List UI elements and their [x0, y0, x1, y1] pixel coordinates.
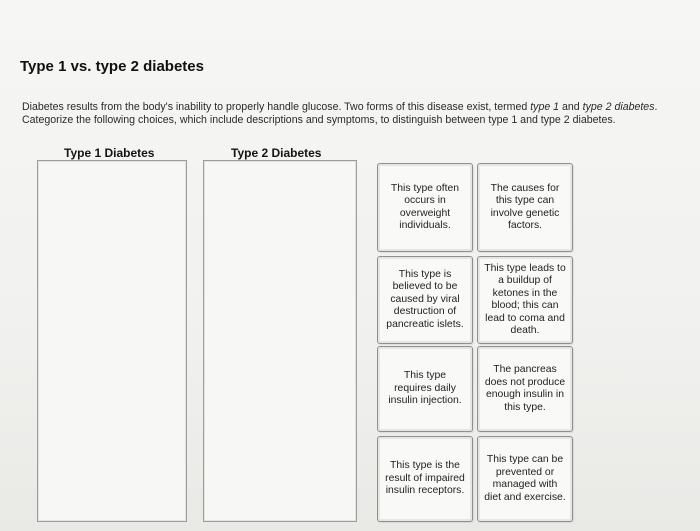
card-text: This type can be prevented or managed with diet and exercise. [484, 454, 566, 503]
page-title: Type 1 vs. type 2 diabetes [20, 58, 204, 75]
instructions-part-3: . Categorize the following choices, which include descriptions and symptoms, to distinguish between type 1 and type 2 diabetes. [22, 101, 658, 126]
card-ketones-buildup[interactable] [477, 256, 573, 344]
card-impaired-receptors[interactable] [377, 436, 473, 522]
instructions-term-type2: type 2 diabetes [582, 101, 655, 113]
card-insulin-injection[interactable] [377, 346, 473, 432]
instructions-text [22, 101, 692, 127]
card-viral-destruction[interactable] [377, 256, 473, 344]
type1-column-header: Type 1 Diabetes [64, 146, 155, 160]
instructions-part-2: and [559, 101, 583, 113]
card-genetic-factors[interactable] [477, 163, 573, 252]
instructions-part-1: Diabetes results from the body's inability to properly handle glucose. Two forms of this disease exist, termed [22, 101, 531, 113]
card-text: This type often occurs in overweight individuals. [390, 182, 460, 231]
type2-drop-zone[interactable] [203, 160, 357, 522]
card-text: This type is the result of impaired insulin receptors. [385, 460, 465, 497]
type2-column-header: Type 2 Diabetes [231, 146, 322, 160]
instructions-term-type1: type 1 [530, 101, 560, 113]
card-text: This type leads to a buildup of ketones in the blood; this can lead to coma and death. [484, 262, 566, 336]
type1-drop-zone[interactable] [37, 160, 187, 522]
card-text: This type requires daily insulin injection. [388, 370, 462, 407]
card-diet-exercise[interactable] [477, 436, 573, 522]
card-overweight-individuals[interactable] [377, 163, 473, 252]
card-text: The causes for this type can involve genetic factors. [490, 182, 560, 231]
card-text: The pancreas does not produce enough insulin in this type. [484, 364, 566, 413]
card-text: This type is believed to be caused by viral destruction of pancreatic islets. [386, 268, 464, 330]
card-pancreas-insufficient[interactable] [477, 346, 573, 432]
